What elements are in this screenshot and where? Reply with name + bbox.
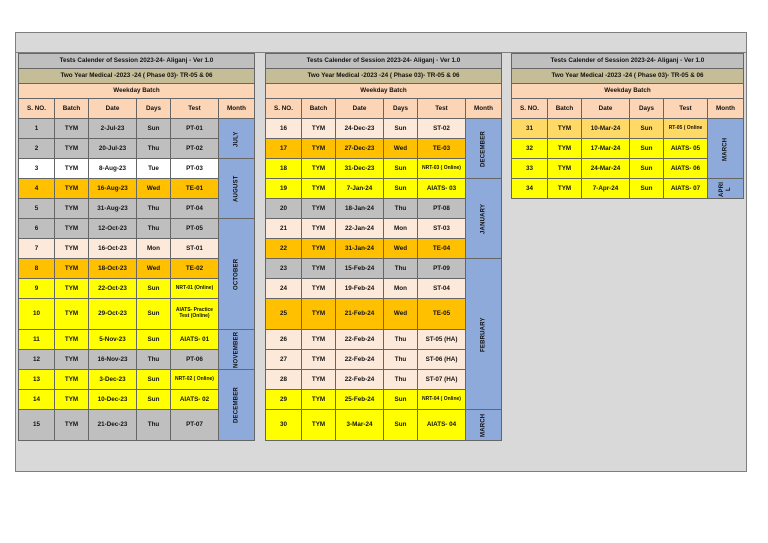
column-header[interactable]: Test (664, 99, 708, 119)
date-cell[interactable]: 24-Mar-24 (582, 159, 630, 179)
month-cell[interactable]: AUGUST (219, 159, 255, 219)
month-cell[interactable]: JULY (219, 119, 255, 159)
test-cell[interactable]: ST-06 (HA) (418, 350, 466, 370)
serial-number-cell[interactable]: 7 (19, 239, 55, 259)
test-cell[interactable]: RT-05 ( Online (664, 119, 708, 139)
serial-number-cell[interactable]: 21 (266, 219, 302, 239)
batch-cell[interactable]: TYM (302, 410, 336, 441)
month-cell[interactable]: FEBRUARY (466, 259, 502, 410)
column-header-row (19, 99, 255, 119)
batch-cell[interactable]: TYM (302, 279, 336, 299)
day-cell[interactable]: Thu (137, 410, 171, 441)
batch-cell[interactable]: TYM (55, 259, 89, 279)
serial-number-cell[interactable]: 11 (19, 330, 55, 350)
table-row (512, 179, 744, 199)
column-header[interactable]: Batch (55, 99, 89, 119)
day-cell[interactable]: Mon (137, 239, 171, 259)
day-cell[interactable]: Thu (384, 350, 418, 370)
serial-number-cell[interactable]: 18 (266, 159, 302, 179)
table-row (19, 330, 255, 350)
test-cell[interactable]: NRT-01 (Online) (171, 279, 219, 299)
batch-cell[interactable]: TYM (302, 119, 336, 139)
batch-cell[interactable]: TYM (302, 390, 336, 410)
batch-cell[interactable]: TYM (302, 159, 336, 179)
day-cell[interactable]: Sun (630, 139, 664, 159)
test-cell[interactable]: ST-04 (418, 279, 466, 299)
column-header[interactable]: S. NO. (266, 99, 302, 119)
date-cell[interactable]: 22-Jan-24 (336, 219, 384, 239)
day-cell[interactable]: Wed (137, 179, 171, 199)
serial-number-cell[interactable]: 13 (19, 370, 55, 390)
column-header[interactable]: Month (466, 99, 502, 119)
batch-cell[interactable]: TYM (55, 330, 89, 350)
column-header[interactable]: Batch (548, 99, 582, 119)
date-cell[interactable]: 22-Oct-23 (89, 279, 137, 299)
test-cell[interactable]: ST-02 (418, 119, 466, 139)
test-cell[interactable]: AIATS- 05 (664, 139, 708, 159)
serial-number-cell[interactable]: 15 (19, 410, 55, 441)
date-cell[interactable]: 21-Feb-24 (336, 299, 384, 330)
schedule-panel-3 (511, 53, 744, 199)
serial-number-cell[interactable]: 31 (512, 119, 548, 139)
day-cell[interactable]: Thu (137, 199, 171, 219)
column-header[interactable]: Date (336, 99, 384, 119)
day-cell[interactable]: Sun (137, 279, 171, 299)
table-title[interactable]: Tests Calender of Session 2023-24- Aliganj - Ver 1.0 (512, 54, 744, 69)
day-cell[interactable]: Sun (137, 330, 171, 350)
serial-number-cell[interactable]: 29 (266, 390, 302, 410)
test-cell[interactable]: TE-05 (418, 299, 466, 330)
test-cell[interactable]: PT-08 (418, 199, 466, 219)
date-cell[interactable]: 18-Jan-24 (336, 199, 384, 219)
month-cell[interactable]: APRI L (708, 179, 744, 199)
day-cell[interactable]: Thu (384, 259, 418, 279)
date-cell[interactable]: 3-Dec-23 (89, 370, 137, 390)
test-cell[interactable]: AIATS- Practice Test (Online) (171, 299, 219, 330)
date-cell[interactable]: 21-Dec-23 (89, 410, 137, 441)
day-cell[interactable]: Sun (630, 159, 664, 179)
day-cell[interactable]: Thu (137, 350, 171, 370)
batch-type-label-row (512, 84, 744, 99)
test-cell[interactable]: NRT-02 ( Online) (171, 370, 219, 390)
test-cell[interactable]: AIATS- 01 (171, 330, 219, 350)
test-cell[interactable]: TE-02 (171, 259, 219, 279)
date-cell[interactable]: 7-Jan-24 (336, 179, 384, 199)
table-subtitle[interactable]: Two Year Medical -2023 -24 ( Phase 03)- TR-05 & 06 (19, 69, 255, 84)
date-cell[interactable]: 16-Aug-23 (89, 179, 137, 199)
batch-cell[interactable]: TYM (302, 350, 336, 370)
date-cell[interactable]: 31-Dec-23 (336, 159, 384, 179)
serial-number-cell[interactable]: 26 (266, 330, 302, 350)
column-header[interactable]: Days (630, 99, 664, 119)
serial-number-cell[interactable]: 1 (19, 119, 55, 139)
day-cell[interactable]: Thu (137, 219, 171, 239)
serial-number-cell[interactable]: 22 (266, 239, 302, 259)
serial-number-cell[interactable]: 30 (266, 410, 302, 441)
date-cell[interactable]: 12-Oct-23 (89, 219, 137, 239)
test-cell[interactable]: TE-01 (171, 179, 219, 199)
batch-cell[interactable]: TYM (548, 139, 582, 159)
date-cell[interactable]: 19-Feb-24 (336, 279, 384, 299)
day-cell[interactable]: Wed (384, 139, 418, 159)
day-cell[interactable]: Sun (384, 119, 418, 139)
test-cell[interactable]: PT-06 (171, 350, 219, 370)
table-row (266, 179, 502, 199)
date-cell[interactable]: 25-Feb-24 (336, 390, 384, 410)
date-cell[interactable]: 2-Jul-23 (89, 119, 137, 139)
table-subtitle-row (266, 69, 502, 84)
test-cell[interactable]: ST-05 (HA) (418, 330, 466, 350)
batch-cell[interactable]: TYM (55, 390, 89, 410)
test-cell[interactable]: PT-02 (171, 139, 219, 159)
test-cell[interactable]: TE-04 (418, 239, 466, 259)
batch-cell[interactable]: TYM (302, 299, 336, 330)
date-cell[interactable]: 10-Mar-24 (582, 119, 630, 139)
serial-number-cell[interactable]: 14 (19, 390, 55, 410)
schedule-table (511, 53, 744, 199)
date-cell[interactable]: 31-Aug-23 (89, 199, 137, 219)
serial-number-cell[interactable]: 19 (266, 179, 302, 199)
column-header-row (266, 99, 502, 119)
batch-cell[interactable]: TYM (302, 330, 336, 350)
table-row (19, 119, 255, 139)
date-cell[interactable]: 20-Jul-23 (89, 139, 137, 159)
day-cell[interactable]: Tue (137, 159, 171, 179)
day-cell[interactable]: Sun (137, 390, 171, 410)
batch-cell[interactable]: TYM (55, 370, 89, 390)
month-cell[interactable]: NOVEMBER (219, 330, 255, 370)
table-row (19, 219, 255, 239)
batch-type-label-row (19, 84, 255, 99)
month-cell[interactable]: DECEMBER (466, 119, 502, 179)
test-cell[interactable]: ST-01 (171, 239, 219, 259)
day-cell[interactable]: Sun (137, 119, 171, 139)
test-cell[interactable]: AIATS- 04 (418, 410, 466, 441)
serial-number-cell[interactable]: 3 (19, 159, 55, 179)
column-header[interactable]: Month (219, 99, 255, 119)
serial-number-cell[interactable]: 16 (266, 119, 302, 139)
batch-cell[interactable]: TYM (302, 239, 336, 259)
date-cell[interactable]: 16-Oct-23 (89, 239, 137, 259)
batch-cell[interactable]: TYM (302, 179, 336, 199)
day-cell[interactable]: Thu (384, 330, 418, 350)
sheet-top-bar (16, 33, 746, 53)
column-header[interactable]: S. NO. (512, 99, 548, 119)
batch-cell[interactable]: TYM (548, 119, 582, 139)
spreadsheet-frame (15, 32, 747, 472)
day-cell[interactable]: Thu (384, 370, 418, 390)
date-cell[interactable]: 17-Mar-24 (582, 139, 630, 159)
serial-number-cell[interactable]: 20 (266, 199, 302, 219)
column-header[interactable]: Test (171, 99, 219, 119)
serial-number-cell[interactable]: 5 (19, 199, 55, 219)
schedule-table (265, 53, 502, 441)
day-cell[interactable]: Mon (384, 219, 418, 239)
table-subtitle[interactable]: Two Year Medical -2023 -24 ( Phase 03)- TR-05 & 06 (512, 69, 744, 84)
column-header[interactable]: Date (582, 99, 630, 119)
date-cell[interactable]: 27-Dec-23 (336, 139, 384, 159)
test-cell[interactable]: PT-09 (418, 259, 466, 279)
batch-cell[interactable]: TYM (548, 179, 582, 199)
test-cell[interactable]: AIATS- 06 (664, 159, 708, 179)
column-header[interactable]: Date (89, 99, 137, 119)
day-cell[interactable]: Sun (384, 410, 418, 441)
test-cell[interactable]: ST-03 (418, 219, 466, 239)
serial-number-cell[interactable]: 10 (19, 299, 55, 330)
table-subtitle[interactable]: Two Year Medical -2023 -24 ( Phase 03)- TR-05 & 06 (266, 69, 502, 84)
column-header-row (512, 99, 744, 119)
month-cell[interactable]: JANUARY (466, 179, 502, 259)
day-cell[interactable]: Thu (384, 199, 418, 219)
test-cell[interactable]: NRT-04 ( Online) (418, 390, 466, 410)
serial-number-cell[interactable]: 17 (266, 139, 302, 159)
batch-cell[interactable]: TYM (55, 119, 89, 139)
date-cell[interactable]: 7-Apr-24 (582, 179, 630, 199)
batch-cell[interactable]: TYM (302, 139, 336, 159)
date-cell[interactable]: 22-Feb-24 (336, 370, 384, 390)
test-cell[interactable]: AIATS- 03 (418, 179, 466, 199)
day-cell[interactable]: Thu (137, 139, 171, 159)
month-cell[interactable]: OCTOBER (219, 219, 255, 330)
serial-number-cell[interactable]: 32 (512, 139, 548, 159)
test-cell[interactable]: AIATS- 02 (171, 390, 219, 410)
test-cell[interactable]: ST-07 (HA) (418, 370, 466, 390)
day-cell[interactable]: Sun (384, 390, 418, 410)
date-cell[interactable]: 16-Nov-23 (89, 350, 137, 370)
table-row (266, 410, 502, 441)
month-cell[interactable]: MARCH (466, 410, 502, 441)
serial-number-cell[interactable]: 4 (19, 179, 55, 199)
date-cell[interactable]: 18-Oct-23 (89, 259, 137, 279)
date-cell[interactable]: 22-Feb-24 (336, 330, 384, 350)
date-cell[interactable]: 24-Dec-23 (336, 119, 384, 139)
day-cell[interactable]: Sun (384, 179, 418, 199)
serial-number-cell[interactable]: 12 (19, 350, 55, 370)
batch-cell[interactable]: TYM (55, 139, 89, 159)
table-row (266, 259, 502, 279)
month-cell[interactable]: MARCH (708, 119, 744, 179)
column-header[interactable]: Month (708, 99, 744, 119)
test-cell[interactable]: PT-04 (171, 199, 219, 219)
table-subtitle-row (19, 69, 255, 84)
batch-type-label-row (266, 84, 502, 99)
table-title-row (266, 54, 502, 69)
batch-cell[interactable]: TYM (302, 199, 336, 219)
batch-cell[interactable]: TYM (55, 199, 89, 219)
date-cell[interactable]: 29-Oct-23 (89, 299, 137, 330)
batch-cell[interactable]: TYM (55, 299, 89, 330)
date-cell[interactable]: 15-Feb-24 (336, 259, 384, 279)
day-cell[interactable]: Sun (137, 370, 171, 390)
table-row (19, 159, 255, 179)
schedule-table (18, 53, 255, 441)
serial-number-cell[interactable]: 6 (19, 219, 55, 239)
day-cell[interactable]: Sun (384, 159, 418, 179)
batch-cell[interactable]: TYM (302, 259, 336, 279)
date-cell[interactable]: 5-Nov-23 (89, 330, 137, 350)
date-cell[interactable]: 31-Jan-24 (336, 239, 384, 259)
date-cell[interactable]: 8-Aug-23 (89, 159, 137, 179)
batch-cell[interactable]: TYM (55, 159, 89, 179)
batch-cell[interactable]: TYM (55, 179, 89, 199)
batch-type-label[interactable]: Weekday Batch (512, 84, 744, 99)
batch-cell[interactable]: TYM (55, 279, 89, 299)
batch-cell[interactable]: TYM (55, 239, 89, 259)
test-cell[interactable]: PT-03 (171, 159, 219, 179)
day-cell[interactable]: Wed (137, 259, 171, 279)
day-cell[interactable]: Sun (630, 179, 664, 199)
serial-number-cell[interactable]: 27 (266, 350, 302, 370)
column-header[interactable]: Batch (302, 99, 336, 119)
test-cell[interactable]: PT-05 (171, 219, 219, 239)
day-cell[interactable]: Mon (384, 279, 418, 299)
day-cell[interactable]: Wed (384, 299, 418, 330)
serial-number-cell[interactable]: 8 (19, 259, 55, 279)
batch-cell[interactable]: TYM (55, 410, 89, 441)
batch-type-label[interactable]: Weekday Batch (266, 84, 502, 99)
table-title[interactable]: Tests Calender of Session 2023-24- Aliganj - Ver 1.0 (266, 54, 502, 69)
day-cell[interactable]: Sun (137, 299, 171, 330)
column-header[interactable]: Days (384, 99, 418, 119)
table-row (512, 119, 744, 139)
batch-cell[interactable]: TYM (302, 219, 336, 239)
test-cell[interactable]: AIATS- 07 (664, 179, 708, 199)
table-title[interactable]: Tests Calender of Session 2023-24- Aliganj - Ver 1.0 (19, 54, 255, 69)
date-cell[interactable]: 3-Mar-24 (336, 410, 384, 441)
serial-number-cell[interactable]: 28 (266, 370, 302, 390)
serial-number-cell[interactable]: 23 (266, 259, 302, 279)
batch-cell[interactable]: TYM (548, 159, 582, 179)
day-cell[interactable]: Sun (630, 119, 664, 139)
column-header[interactable]: Days (137, 99, 171, 119)
batch-cell[interactable]: TYM (55, 219, 89, 239)
serial-number-cell[interactable]: 2 (19, 139, 55, 159)
schedule-panel-1 (18, 53, 255, 441)
test-cell[interactable]: PT-07 (171, 410, 219, 441)
serial-number-cell[interactable]: 24 (266, 279, 302, 299)
batch-cell[interactable]: TYM (302, 370, 336, 390)
table-row (19, 370, 255, 390)
column-header[interactable]: S. NO. (19, 99, 55, 119)
serial-number-cell[interactable]: 9 (19, 279, 55, 299)
table-subtitle-row (512, 69, 744, 84)
month-cell[interactable]: DECEMBER (219, 370, 255, 441)
serial-number-cell[interactable]: 34 (512, 179, 548, 199)
table-row (266, 119, 502, 139)
batch-cell[interactable]: TYM (55, 350, 89, 370)
table-title-row (512, 54, 744, 69)
serial-number-cell[interactable]: 25 (266, 299, 302, 330)
schedule-panel-2 (265, 53, 502, 441)
column-header[interactable]: Test (418, 99, 466, 119)
batch-type-label[interactable]: Weekday Batch (19, 84, 255, 99)
table-title-row (19, 54, 255, 69)
day-cell[interactable]: Wed (384, 239, 418, 259)
date-cell[interactable]: 10-Dec-23 (89, 390, 137, 410)
serial-number-cell[interactable]: 33 (512, 159, 548, 179)
date-cell[interactable]: 22-Feb-24 (336, 350, 384, 370)
test-cell[interactable]: PT-01 (171, 119, 219, 139)
test-cell[interactable]: NRT-03 ( Online) (418, 159, 466, 179)
test-cell[interactable]: TE-03 (418, 139, 466, 159)
